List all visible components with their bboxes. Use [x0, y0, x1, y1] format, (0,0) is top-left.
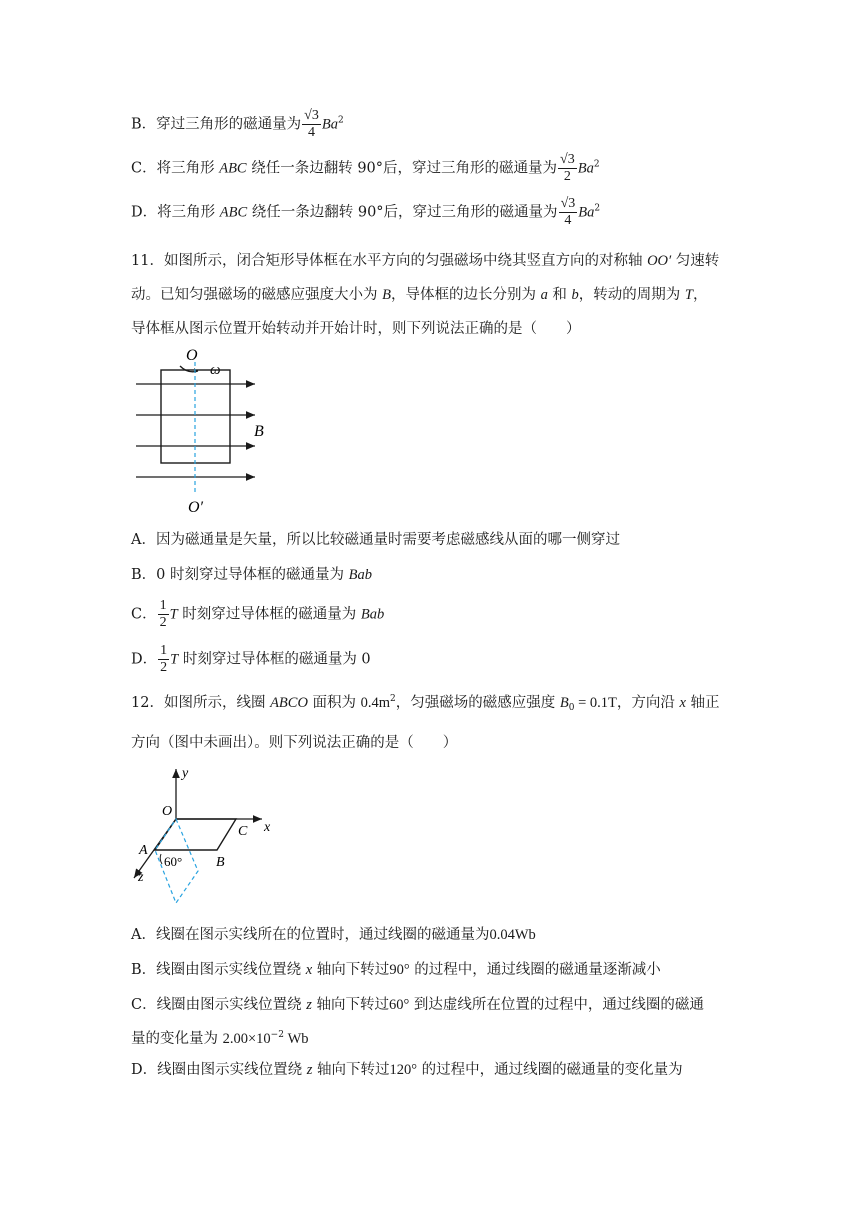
coil-name: ABCO — [270, 695, 308, 711]
exponent: 2 — [593, 159, 600, 170]
q12-stem-line-1 — [131, 691, 720, 713]
exponent: −2 — [270, 1030, 284, 1040]
var-t: T — [170, 651, 179, 668]
fraction-numerator: √3 — [558, 152, 577, 169]
angle-value: 60° — [388, 997, 410, 1013]
option-label: C． — [131, 160, 157, 177]
q11-option-b — [131, 563, 372, 584]
fraction — [559, 196, 578, 229]
angle-value: 120° — [389, 1062, 418, 1078]
stem-text: ，方向沿 — [616, 695, 680, 711]
omega-label: ω — [210, 362, 221, 378]
subscript: 0 — [568, 703, 575, 713]
stem-text: ，匀强磁场的磁感应强度 — [395, 695, 560, 711]
option-label: B． — [131, 962, 157, 978]
fraction-denominator: 2 — [160, 660, 168, 676]
flux-change-value: 2.00×10 — [222, 1031, 271, 1047]
var-a: a — [540, 287, 548, 303]
q10-option-c — [131, 152, 600, 185]
stem-text: ，导体框的边长分别为 — [390, 287, 541, 303]
axis-label-o: O — [186, 347, 198, 364]
var-b: b — [571, 287, 579, 303]
q12-option-d — [131, 1058, 683, 1079]
option-label: A． — [131, 532, 156, 548]
q12-option-c-line-2 — [131, 1027, 309, 1048]
stem-text: 12．如图所示，线圈 — [131, 695, 271, 711]
fraction-denominator: 4 — [308, 125, 315, 141]
axis-label-o-prime: O′ — [188, 499, 204, 516]
point-label-a: A — [139, 843, 148, 858]
angle-value: 90° — [389, 962, 410, 978]
option-text: 时刻穿过导体框的磁通量为 — [177, 606, 361, 623]
triangle-name: ABC — [219, 160, 247, 177]
point-label-o: O — [162, 804, 173, 819]
q12-stem-line-2: 方向（图中未画出）。则下列说法正确的是（ ） — [131, 735, 458, 751]
point-label-c: C — [238, 824, 248, 839]
option-label: A． — [131, 927, 156, 943]
option-label: C． — [131, 997, 157, 1013]
option-text: 0 时刻穿过导体框的磁通量为 — [156, 567, 349, 583]
axis-var: z — [306, 997, 312, 1013]
angle-arc — [160, 854, 162, 864]
option-label: D． — [131, 204, 158, 221]
option-text: 到达虚线所在位置的过程中，通过线圈的磁通 — [409, 997, 704, 1013]
q11-stem-line-2 — [131, 283, 707, 304]
z-axis-label: z — [138, 870, 144, 885]
stem-text: 11．如图所示，闭合矩形导体框在水平方向的匀强磁场中绕其竖直方向的对称轴 — [131, 253, 648, 269]
stem-text: 匀速转 — [671, 253, 720, 269]
fraction-numerator: 1 — [158, 643, 169, 660]
q12-option-a — [131, 923, 536, 944]
stem-text: 动。已知匀强磁场的磁感应强度大小为 — [131, 287, 383, 303]
stem-text: 面积为 — [307, 695, 361, 711]
q10-option-d — [131, 196, 600, 229]
fraction-denominator: 2 — [159, 615, 167, 631]
flux-value: 0.04Wb — [489, 927, 536, 943]
unit: Wb — [283, 1031, 309, 1047]
option-text: 轴向下转过 — [312, 1062, 390, 1078]
option-text-2: 绕任一条边翻转 90°后，穿过三角形的磁通量为 — [247, 204, 558, 221]
area-value: 0.4m — [360, 695, 391, 711]
var-b0: B — [559, 695, 569, 711]
triangle-name: ABC — [219, 204, 248, 221]
option-text: 线圈由图示实线位置绕 — [157, 1062, 307, 1078]
y-axis-label: y — [182, 766, 189, 781]
option-text: 轴向下转过 — [311, 997, 389, 1013]
fraction-numerator: √3 — [302, 108, 321, 125]
var-b-field: B — [382, 287, 391, 303]
option-text: 穿过三角形的磁通量为 — [156, 116, 302, 133]
fraction — [158, 598, 169, 631]
q11-option-d — [131, 643, 371, 676]
option-label: B． — [131, 116, 157, 133]
option-text: 线圈由图示实线位置绕 — [156, 962, 306, 978]
axis-var: x — [305, 962, 313, 978]
option-text: 因为磁通量是矢量，所以比较磁通量时需要考虑磁感线从面的哪一侧穿过 — [155, 532, 620, 548]
formula: Bab — [348, 567, 372, 583]
option-text: 线圈由图示实线位置绕 — [156, 997, 307, 1013]
axis-var: z — [306, 1062, 313, 1078]
q11-stem-line-3: 导体框从图示位置开始转动并开始计时，则下列说法正确的是（ ） — [131, 321, 581, 337]
q11-option-a — [131, 528, 620, 549]
q12-option-c-line-1 — [131, 993, 704, 1014]
option-text: 将三角形 — [157, 204, 220, 221]
fraction — [158, 643, 169, 676]
fraction — [302, 108, 321, 141]
fraction-numerator: √3 — [559, 196, 578, 213]
b0-value: = 0.1T — [574, 695, 617, 711]
formula: Bab — [360, 606, 385, 623]
exponent: 2 — [390, 694, 396, 704]
point-label-b: B — [216, 855, 225, 870]
fraction-denominator: 4 — [564, 213, 572, 229]
x-axis-label: x — [264, 820, 271, 835]
formula-tail: Ba — [321, 116, 338, 133]
exponent: 2 — [337, 115, 344, 126]
option-label: C． — [131, 606, 157, 623]
coil-solid — [155, 819, 236, 850]
option-label: D． — [131, 1062, 158, 1078]
option-text: 的过程中，通过线圈的磁通量逐渐减小 — [409, 962, 661, 978]
exponent: 2 — [594, 203, 601, 214]
formula-tail: Ba — [578, 204, 595, 221]
option-text: 轴向下转过 — [312, 962, 390, 978]
stem-text: 轴正 — [685, 695, 720, 711]
option-text: 时刻穿过导体框的磁通量为 0 — [178, 651, 371, 668]
q11-stem-line-1 — [131, 249, 719, 270]
angle-label: 60° — [164, 854, 183, 869]
stem-text: 和 — [547, 287, 572, 303]
q11-figure — [128, 344, 268, 516]
stem-text: ， — [692, 287, 708, 303]
field-label-b: B — [254, 423, 264, 440]
q10-option-b — [131, 108, 344, 141]
fraction — [558, 152, 577, 185]
fraction-denominator: 2 — [563, 169, 571, 185]
var-t: T — [169, 606, 178, 623]
q11-option-c — [131, 598, 384, 631]
var-t: T — [684, 287, 693, 303]
option-text: 的过程中，通过线圈的磁通量的变化量为 — [417, 1062, 683, 1078]
option-text: 将三角形 — [156, 160, 220, 177]
option-text: 量的变化量为 — [131, 1031, 223, 1047]
option-text-2: 绕任一条边翻转 90°后，穿过三角形的磁通量为 — [246, 160, 558, 177]
formula-tail: Ba — [577, 160, 594, 177]
option-label: D． — [131, 651, 158, 668]
q12-figure — [128, 763, 288, 911]
option-text: 线圈在图示实线所在的位置时，通过线圈的磁通量为 — [155, 927, 490, 943]
fraction-numerator: 1 — [158, 598, 169, 615]
option-label: B． — [131, 567, 157, 583]
stem-text: ，转动的周期为 — [578, 287, 685, 303]
axis-name: OO′ — [647, 253, 672, 269]
q12-option-b — [131, 958, 661, 979]
var-x: x — [679, 695, 686, 711]
